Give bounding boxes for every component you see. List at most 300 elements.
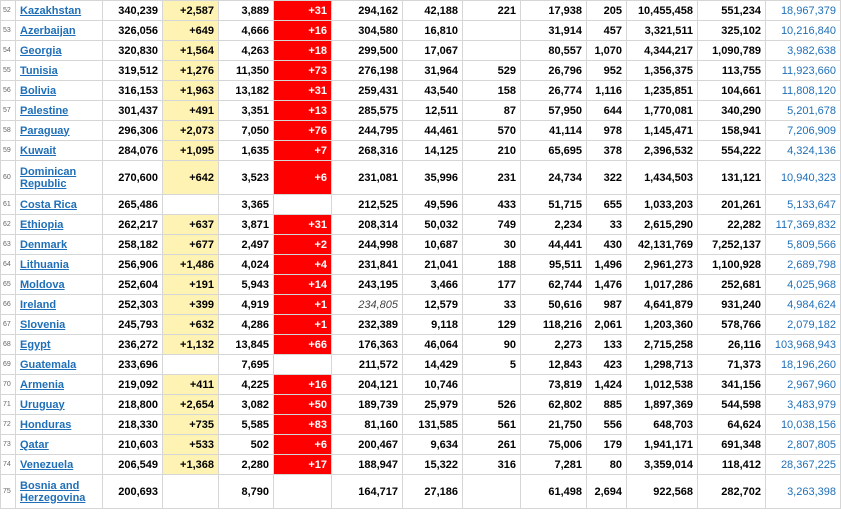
country-cell <box>16 395 103 415</box>
active-cases-cell: 9,118 <box>403 315 463 335</box>
total-deaths-cell: 3,351 <box>219 101 274 121</box>
country-link[interactable]: Ethiopia <box>20 218 64 231</box>
total-cases-cell: 218,330 <box>103 415 163 435</box>
cases-per-million-cell: 50,616 <box>521 295 587 315</box>
active-cases-cell: 17,067 <box>403 41 463 61</box>
country-link[interactable]: Honduras <box>20 418 72 431</box>
population-link[interactable]: 3,483,979 <box>787 398 836 411</box>
population-link[interactable]: 10,038,156 <box>780 418 836 431</box>
new-cases-cell: +2,073 <box>163 121 219 141</box>
population-cell <box>766 475 841 509</box>
new-cases-cell: +649 <box>163 21 219 41</box>
new-deaths-cell: +6 <box>274 435 332 455</box>
country-link[interactable]: Guatemala <box>20 358 77 371</box>
total-recovered-cell: 243,195 <box>332 275 403 295</box>
total-deaths-cell: 4,024 <box>219 255 274 275</box>
country-cell <box>16 81 103 101</box>
active-cases-cell: 14,125 <box>403 141 463 161</box>
active-cases-cell: 44,461 <box>403 121 463 141</box>
total-tests-cell: 2,396,532 <box>627 141 698 161</box>
row-rank: 75 <box>1 475 16 509</box>
country-cell <box>16 101 103 121</box>
total-recovered-cell: 285,575 <box>332 101 403 121</box>
country-cell <box>16 121 103 141</box>
population-cell <box>766 141 841 161</box>
tests-per-million-cell: 104,661 <box>698 81 766 101</box>
total-recovered-cell: 304,580 <box>332 21 403 41</box>
country-link[interactable]: Kuwait <box>20 144 57 157</box>
total-tests-cell: 1,235,851 <box>627 81 698 101</box>
cases-per-million-cell: 65,695 <box>521 141 587 161</box>
total-cases-cell: 258,182 <box>103 235 163 255</box>
row-rank: 52 <box>1 1 16 21</box>
country-link[interactable]: Denmark <box>20 238 68 251</box>
country-link[interactable]: Qatar <box>20 438 49 451</box>
new-cases-cell: +642 <box>163 161 219 195</box>
country-link[interactable]: Tunisia <box>20 64 58 77</box>
new-deaths-cell: +73 <box>274 61 332 81</box>
population-link[interactable]: 5,201,678 <box>787 104 836 117</box>
total-deaths-cell: 3,365 <box>219 195 274 215</box>
active-cases-cell: 3,466 <box>403 275 463 295</box>
new-cases-cell: +1,276 <box>163 61 219 81</box>
new-deaths-cell: +1 <box>274 295 332 315</box>
country-cell <box>16 335 103 355</box>
cases-per-million-cell: 62,802 <box>521 395 587 415</box>
tests-per-million-cell: 1,090,789 <box>698 41 766 61</box>
tests-per-million-cell: 544,598 <box>698 395 766 415</box>
deaths-per-million-cell: 556 <box>587 415 627 435</box>
cases-per-million-cell: 31,914 <box>521 21 587 41</box>
total-tests-cell: 1,941,171 <box>627 435 698 455</box>
total-cases-cell: 265,486 <box>103 195 163 215</box>
deaths-per-million-cell: 885 <box>587 395 627 415</box>
country-link[interactable]: Kazakhstan <box>20 4 82 17</box>
population-link[interactable]: 11,923,660 <box>781 64 836 77</box>
active-cases-cell: 10,746 <box>403 375 463 395</box>
country-link[interactable]: Palestine <box>20 104 69 117</box>
population-cell <box>766 255 841 275</box>
active-cases-cell: 9,634 <box>403 435 463 455</box>
population-link[interactable]: 10,940,323 <box>780 171 836 184</box>
tests-per-million-cell: 64,624 <box>698 415 766 435</box>
serious-critical-cell: 221 <box>463 1 521 21</box>
new-deaths-cell: +31 <box>274 81 332 101</box>
table-row <box>1 161 841 195</box>
country-cell <box>16 215 103 235</box>
country-cell <box>16 415 103 435</box>
cases-per-million-cell: 57,950 <box>521 101 587 121</box>
population-link[interactable]: 4,324,136 <box>787 144 836 157</box>
total-tests-cell: 1,770,081 <box>627 101 698 121</box>
country-link[interactable]: Egypt <box>20 338 51 351</box>
population-cell <box>766 161 841 195</box>
new-cases-cell <box>163 195 219 215</box>
row-rank: 57 <box>1 101 16 121</box>
country-cell <box>16 161 103 195</box>
total-deaths-cell: 1,635 <box>219 141 274 161</box>
country-cell <box>16 455 103 475</box>
total-cases-cell: 284,076 <box>103 141 163 161</box>
serious-critical-cell: 33 <box>463 295 521 315</box>
country-link[interactable]: Bosnia and Herzegovina <box>20 479 86 504</box>
total-cases-cell: 233,696 <box>103 355 163 375</box>
new-cases-cell: +632 <box>163 315 219 335</box>
deaths-per-million-cell: 644 <box>587 101 627 121</box>
total-tests-cell: 1,017,286 <box>627 275 698 295</box>
deaths-per-million-cell: 952 <box>587 61 627 81</box>
total-recovered-cell: 244,998 <box>332 235 403 255</box>
total-deaths-cell: 2,280 <box>219 455 274 475</box>
tests-per-million-cell: 554,222 <box>698 141 766 161</box>
cases-per-million-cell: 118,216 <box>521 315 587 335</box>
deaths-per-million-cell: 322 <box>587 161 627 195</box>
population-link[interactable]: 5,133,647 <box>787 198 836 211</box>
total-recovered-cell: 188,947 <box>332 455 403 475</box>
population-cell <box>766 61 841 81</box>
total-cases-cell: 252,303 <box>103 295 163 315</box>
tests-per-million-cell: 71,373 <box>698 355 766 375</box>
total-recovered-cell: 244,795 <box>332 121 403 141</box>
cases-per-million-cell: 17,938 <box>521 1 587 21</box>
country-link[interactable]: Moldova <box>20 278 65 291</box>
population-cell <box>766 121 841 141</box>
population-cell <box>766 235 841 255</box>
row-rank: 65 <box>1 275 16 295</box>
active-cases-cell: 131,585 <box>403 415 463 435</box>
cases-per-million-cell: 21,750 <box>521 415 587 435</box>
total-recovered-cell: 259,431 <box>332 81 403 101</box>
population-cell <box>766 375 841 395</box>
population-cell <box>766 195 841 215</box>
cases-per-million-cell: 26,774 <box>521 81 587 101</box>
country-link[interactable]: Dominican Republic <box>20 165 77 190</box>
population-cell <box>766 335 841 355</box>
total-deaths-cell: 4,666 <box>219 21 274 41</box>
total-tests-cell: 1,897,369 <box>627 395 698 415</box>
population-link[interactable]: 7,206,909 <box>787 124 836 137</box>
country-cell <box>16 235 103 255</box>
total-deaths-cell: 11,350 <box>219 61 274 81</box>
row-rank: 69 <box>1 355 16 375</box>
country-link[interactable]: Armenia <box>20 378 65 391</box>
tests-per-million-cell: 551,234 <box>698 1 766 21</box>
total-recovered-cell: 200,467 <box>332 435 403 455</box>
total-tests-cell: 10,455,458 <box>627 1 698 21</box>
new-deaths-cell: +31 <box>274 1 332 21</box>
serious-critical-cell: 749 <box>463 215 521 235</box>
new-cases-cell: +1,564 <box>163 41 219 61</box>
deaths-per-million-cell: 1,070 <box>587 41 627 61</box>
serious-critical-cell <box>463 21 521 41</box>
total-tests-cell: 1,145,471 <box>627 121 698 141</box>
total-recovered-cell: 276,198 <box>332 61 403 81</box>
population-link[interactable]: 3,263,398 <box>787 485 836 498</box>
tests-per-million-cell: 252,681 <box>698 275 766 295</box>
population-cell <box>766 1 841 21</box>
total-deaths-cell: 7,050 <box>219 121 274 141</box>
new-cases-cell: +533 <box>163 435 219 455</box>
total-recovered-cell: 231,081 <box>332 161 403 195</box>
population-link[interactable]: 5,809,566 <box>787 238 836 251</box>
table-row <box>1 41 841 61</box>
new-deaths-cell: +1 <box>274 315 332 335</box>
row-rank: 72 <box>1 415 16 435</box>
total-recovered-cell: 268,316 <box>332 141 403 161</box>
population-link[interactable]: 2,689,798 <box>787 258 836 271</box>
total-deaths-cell: 4,225 <box>219 375 274 395</box>
total-cases-cell: 245,793 <box>103 315 163 335</box>
row-rank: 55 <box>1 61 16 81</box>
active-cases-cell: 10,687 <box>403 235 463 255</box>
active-cases-cell: 49,596 <box>403 195 463 215</box>
total-cases-cell: 270,600 <box>103 161 163 195</box>
deaths-per-million-cell: 80 <box>587 455 627 475</box>
row-rank: 63 <box>1 235 16 255</box>
total-recovered-cell: 81,160 <box>332 415 403 435</box>
total-cases-cell: 316,153 <box>103 81 163 101</box>
table-row <box>1 435 841 455</box>
population-link[interactable]: 103,968,943 <box>774 338 836 351</box>
tests-per-million-cell: 201,261 <box>698 195 766 215</box>
table-row <box>1 81 841 101</box>
new-cases-cell: +2,587 <box>163 1 219 21</box>
new-cases-cell: +735 <box>163 415 219 435</box>
tests-per-million-cell: 340,290 <box>698 101 766 121</box>
table-row <box>1 335 841 355</box>
population-link[interactable]: 4,984,624 <box>787 298 836 311</box>
tests-per-million-cell: 22,282 <box>698 215 766 235</box>
serious-critical-cell: 90 <box>463 335 521 355</box>
cases-per-million-cell: 12,843 <box>521 355 587 375</box>
serious-critical-cell: 177 <box>463 275 521 295</box>
serious-critical-cell <box>463 375 521 395</box>
serious-critical-cell: 158 <box>463 81 521 101</box>
table-row <box>1 275 841 295</box>
table-row <box>1 295 841 315</box>
country-link[interactable]: Uruguay <box>20 398 65 411</box>
active-cases-cell: 15,322 <box>403 455 463 475</box>
population-cell <box>766 101 841 121</box>
table-row <box>1 355 841 375</box>
total-tests-cell: 1,434,503 <box>627 161 698 195</box>
row-rank: 58 <box>1 121 16 141</box>
active-cases-cell: 16,810 <box>403 21 463 41</box>
total-tests-cell: 1,033,203 <box>627 195 698 215</box>
country-cell <box>16 61 103 81</box>
serious-critical-cell: 526 <box>463 395 521 415</box>
active-cases-cell: 31,964 <box>403 61 463 81</box>
serious-critical-cell: 570 <box>463 121 521 141</box>
row-rank: 59 <box>1 141 16 161</box>
country-link[interactable]: Paraguay <box>20 124 70 137</box>
serious-critical-cell: 30 <box>463 235 521 255</box>
cases-per-million-cell: 95,511 <box>521 255 587 275</box>
population-link[interactable]: 4,025,968 <box>787 278 836 291</box>
country-link[interactable]: Lithuania <box>20 258 69 271</box>
population-link[interactable]: 2,967,960 <box>787 378 836 391</box>
cases-per-million-cell: 2,234 <box>521 215 587 235</box>
total-deaths-cell: 3,871 <box>219 215 274 235</box>
active-cases-cell: 42,188 <box>403 1 463 21</box>
tests-per-million-cell: 113,755 <box>698 61 766 81</box>
total-deaths-cell: 8,790 <box>219 475 274 509</box>
country-link[interactable]: Ireland <box>20 298 57 311</box>
total-recovered-cell: 231,841 <box>332 255 403 275</box>
country-cell <box>16 295 103 315</box>
total-tests-cell: 4,641,879 <box>627 295 698 315</box>
total-tests-cell: 1,298,713 <box>627 355 698 375</box>
tests-per-million-cell: 341,156 <box>698 375 766 395</box>
serious-critical-cell <box>463 475 521 509</box>
total-recovered-cell: 234,805 <box>332 295 403 315</box>
country-link[interactable]: Bolivia <box>20 84 57 97</box>
serious-critical-cell: 561 <box>463 415 521 435</box>
population-link[interactable]: 11,808,120 <box>781 84 836 97</box>
total-deaths-cell: 4,263 <box>219 41 274 61</box>
population-link[interactable]: 18,196,260 <box>780 358 836 371</box>
serious-critical-cell: 5 <box>463 355 521 375</box>
active-cases-cell: 12,579 <box>403 295 463 315</box>
row-rank: 61 <box>1 195 16 215</box>
total-deaths-cell: 3,082 <box>219 395 274 415</box>
total-deaths-cell: 13,845 <box>219 335 274 355</box>
population-link[interactable]: 28,367,225 <box>780 458 836 471</box>
table-row <box>1 475 841 509</box>
row-rank: 62 <box>1 215 16 235</box>
active-cases-cell: 50,032 <box>403 215 463 235</box>
new-deaths-cell: +50 <box>274 395 332 415</box>
new-cases-cell <box>163 475 219 509</box>
serious-critical-cell: 261 <box>463 435 521 455</box>
deaths-per-million-cell: 1,476 <box>587 275 627 295</box>
row-rank: 67 <box>1 315 16 335</box>
table-row <box>1 415 841 435</box>
deaths-per-million-cell: 179 <box>587 435 627 455</box>
tests-per-million-cell: 691,348 <box>698 435 766 455</box>
new-cases-cell: +399 <box>163 295 219 315</box>
serious-critical-cell: 210 <box>463 141 521 161</box>
row-rank: 71 <box>1 395 16 415</box>
total-recovered-cell: 208,314 <box>332 215 403 235</box>
table-row <box>1 235 841 255</box>
tests-per-million-cell: 931,240 <box>698 295 766 315</box>
active-cases-cell: 27,186 <box>403 475 463 509</box>
total-tests-cell: 922,568 <box>627 475 698 509</box>
population-cell <box>766 395 841 415</box>
deaths-per-million-cell: 457 <box>587 21 627 41</box>
cases-per-million-cell: 51,715 <box>521 195 587 215</box>
total-recovered-cell: 212,525 <box>332 195 403 215</box>
deaths-per-million-cell: 1,496 <box>587 255 627 275</box>
total-cases-cell: 210,603 <box>103 435 163 455</box>
tests-per-million-cell: 7,252,137 <box>698 235 766 255</box>
row-rank: 56 <box>1 81 16 101</box>
new-cases-cell: +1,963 <box>163 81 219 101</box>
serious-critical-cell: 316 <box>463 455 521 475</box>
cases-per-million-cell: 24,734 <box>521 161 587 195</box>
row-rank: 53 <box>1 21 16 41</box>
country-cell <box>16 141 103 161</box>
total-cases-cell: 236,272 <box>103 335 163 355</box>
population-link[interactable]: 3,982,638 <box>787 44 836 57</box>
total-deaths-cell: 4,286 <box>219 315 274 335</box>
country-link[interactable]: Costa Rica <box>20 198 77 211</box>
population-cell <box>766 295 841 315</box>
table-body <box>1 1 841 509</box>
new-deaths-cell <box>274 195 332 215</box>
population-cell <box>766 415 841 435</box>
total-tests-cell: 1,012,538 <box>627 375 698 395</box>
deaths-per-million-cell: 2,061 <box>587 315 627 335</box>
new-deaths-cell: +2 <box>274 235 332 255</box>
population-link[interactable]: 117,369,832 <box>775 218 836 231</box>
total-deaths-cell: 502 <box>219 435 274 455</box>
total-tests-cell: 2,961,273 <box>627 255 698 275</box>
country-link[interactable]: Azerbaijan <box>20 24 76 37</box>
new-cases-cell: +411 <box>163 375 219 395</box>
country-cell <box>16 195 103 215</box>
table-row <box>1 315 841 335</box>
population-cell <box>766 315 841 335</box>
new-cases-cell: +1,095 <box>163 141 219 161</box>
active-cases-cell: 21,041 <box>403 255 463 275</box>
tests-per-million-cell: 158,941 <box>698 121 766 141</box>
population-link[interactable]: 2,079,182 <box>787 318 836 331</box>
total-cases-cell: 219,092 <box>103 375 163 395</box>
population-link[interactable]: 18,967,379 <box>780 4 836 17</box>
country-cell <box>16 315 103 335</box>
new-cases-cell: +1,132 <box>163 335 219 355</box>
country-cell <box>16 355 103 375</box>
total-deaths-cell: 7,695 <box>219 355 274 375</box>
country-cell <box>16 435 103 455</box>
population-cell <box>766 81 841 101</box>
total-cases-cell: 296,306 <box>103 121 163 141</box>
table-row <box>1 375 841 395</box>
total-recovered-cell: 204,121 <box>332 375 403 395</box>
table-row <box>1 21 841 41</box>
new-deaths-cell <box>274 355 332 375</box>
new-cases-cell: +677 <box>163 235 219 255</box>
serious-critical-cell <box>463 41 521 61</box>
row-rank: 60 <box>1 161 16 195</box>
population-cell <box>766 215 841 235</box>
population-link[interactable]: 2,807,805 <box>787 438 836 451</box>
total-tests-cell: 3,359,014 <box>627 455 698 475</box>
total-recovered-cell: 211,572 <box>332 355 403 375</box>
country-link[interactable]: Slovenia <box>20 318 66 331</box>
new-deaths-cell: +14 <box>274 275 332 295</box>
country-link[interactable]: Venezuela <box>20 458 74 471</box>
total-cases-cell: 319,512 <box>103 61 163 81</box>
population-link[interactable]: 10,216,840 <box>780 24 836 37</box>
cases-per-million-cell: 26,796 <box>521 61 587 81</box>
total-deaths-cell: 3,889 <box>219 1 274 21</box>
total-tests-cell: 2,715,258 <box>627 335 698 355</box>
total-recovered-cell: 176,363 <box>332 335 403 355</box>
total-recovered-cell: 299,500 <box>332 41 403 61</box>
table-row <box>1 455 841 475</box>
country-link[interactable]: Georgia <box>20 44 62 57</box>
row-rank: 64 <box>1 255 16 275</box>
total-cases-cell: 326,056 <box>103 21 163 41</box>
cases-per-million-cell: 7,281 <box>521 455 587 475</box>
total-tests-cell: 1,356,375 <box>627 61 698 81</box>
new-deaths-cell: +4 <box>274 255 332 275</box>
population-cell <box>766 41 841 61</box>
cases-per-million-cell: 61,498 <box>521 475 587 509</box>
